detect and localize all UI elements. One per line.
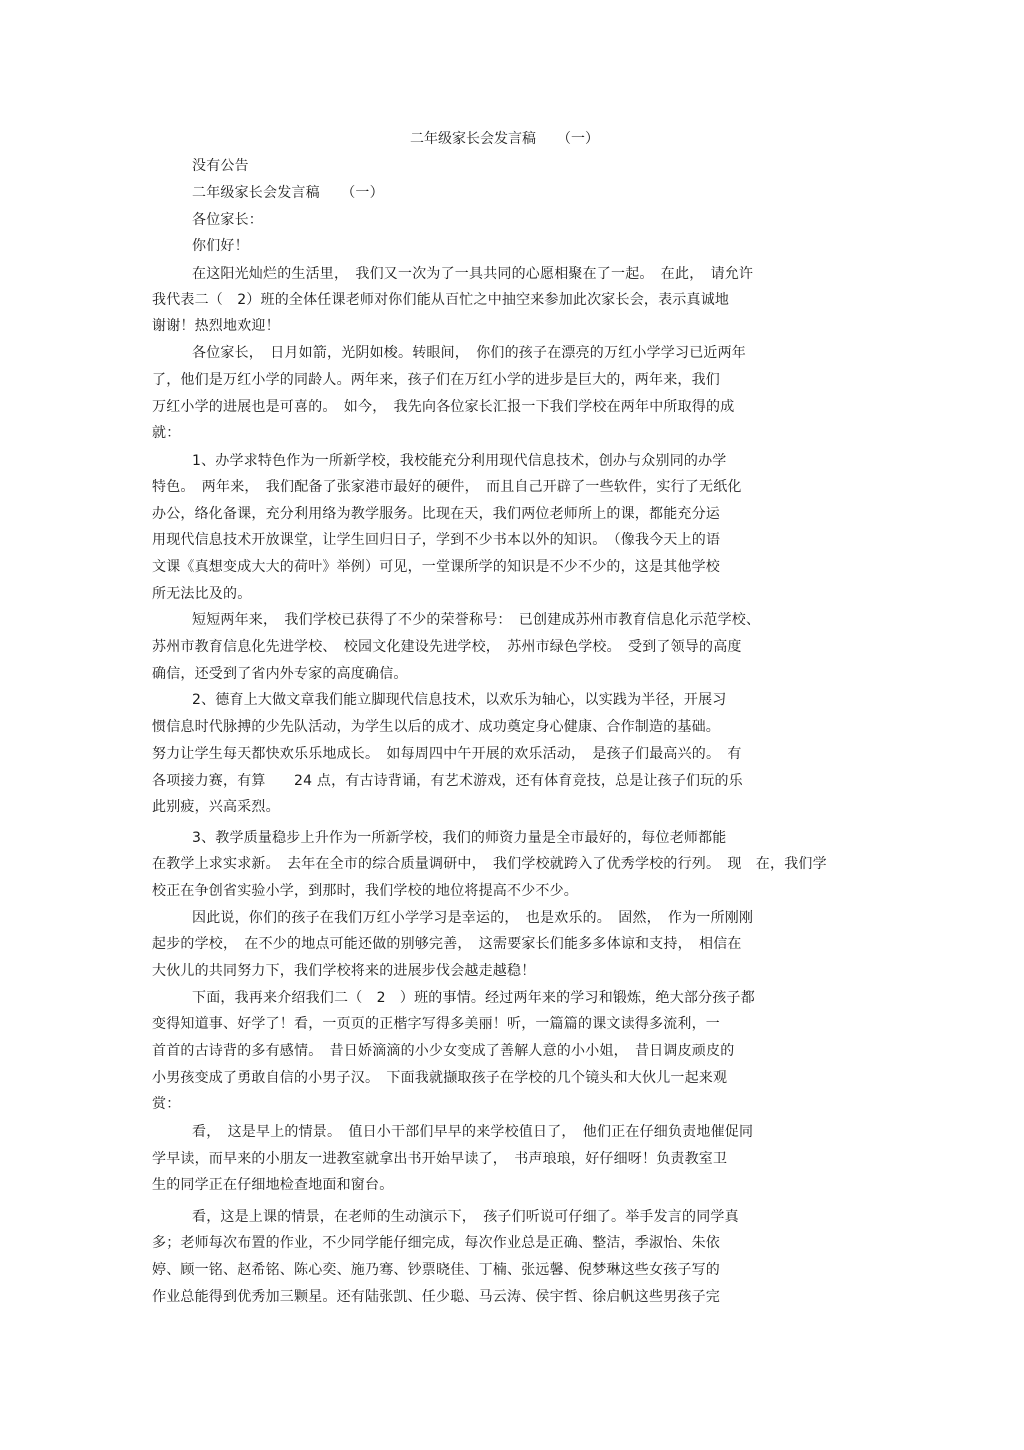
text-line: 看，这是上课的情景，在老师的生动演示下， 孩子们听说可仔细了。举手发言的同学真: [192, 1209, 739, 1225]
text-line: 生的同学正在仔细地检查地面和窗台。: [152, 1177, 394, 1193]
text-line: 3、教学质量稳步上升作为一所新学校，我们的师资力量是全市最好的，每位老师都能: [192, 830, 727, 846]
text-line: 万红小学的进展也是可喜的。 如今， 我先向各位家长汇报一下我们学校在两年中所取得的成: [152, 399, 735, 415]
text-line: 变得知道事、好学了！看，一页页的正楷字写得多美丽！听，一篇篇的课文读得多流利，一: [152, 1016, 720, 1032]
text-line: 大伙儿的共同努力下，我们学校将来的进展步伐会越走越稳！: [152, 963, 536, 979]
text-line: 多；老师每次布置的作业，不少同学能仔细完成，每次作业总是正确、整洁，季淑怡、朱依: [152, 1235, 720, 1251]
text-line: 因此说，你们的孩子在我们万红小学学习是幸运的， 也是欢乐的。 固然， 作为一所刚刚: [192, 910, 754, 926]
text-line: 1、办学求特色作为一所新学校，我校能充分利用现代信息技术，创办与众别同的办学: [192, 453, 727, 469]
text-line: 二年级家长会发言稿 （一）: [192, 185, 384, 201]
text-line: 特色。 两年来， 我们配备了张家港市最好的硬件， 而且自己开辟了一些软件，实行了无纸化: [152, 479, 742, 495]
text-line: 首首的古诗背的多有感情。 昔日娇滴滴的小少女变成了善解人意的小小姐， 昔日调皮顽皮的: [152, 1043, 735, 1059]
text-line: 看， 这是早上的情景。 值日小干部们早早的来学校值日了， 他们正在仔细负责地催促同: [192, 1124, 754, 1140]
text-line: 了，他们是万红小学的同龄人。两年来，孩子们在万红小学的进步是巨大的，两年来，我们: [152, 372, 720, 388]
text-line: 赏：: [152, 1096, 181, 1112]
text-line: 用现代信息技术开放课堂，让学生回归日子，学到不少书本以外的知识。 （像我今天上的语: [152, 532, 721, 548]
text-line: 努力让学生每天都快欢乐乐地成长。 如每周四中午开展的欢乐活动， 是孩子们最高兴的。 有: [152, 746, 742, 762]
text-line: 各位家长， 日月如箭，光阴如梭。转眼间， 你们的孩子在漂亮的万红小学学习已近两年: [192, 345, 746, 361]
text-line: 作业总能得到优秀加三颗星。还有陆张凯、任少聪、马云涛、侯宇哲、徐启帆这些男孩子完: [152, 1289, 720, 1305]
text-line: 各项接力赛，有算 24 点，有古诗背诵，有艺术游戏，还有体育竞技，总是让孩子们玩的乐: [152, 773, 743, 789]
text-line: 起步的学校， 在不少的地点可能还做的别够完善， 这需要家长们能多多体谅和支持， 相信在: [152, 936, 742, 952]
text-line: 短短两年来， 我们学校已获得了不少的荣誉称号： 已创建成苏州市教育信息化示范学校、: [192, 612, 761, 628]
text-line: 没有公告: [192, 158, 249, 174]
text-line: 就：: [152, 425, 181, 441]
text-line: 2、德育上大做文章我们能立脚现代信息技术，以欢乐为轴心，以实践为半径，开展习: [192, 692, 727, 708]
text-line: 各位家长：: [192, 212, 263, 228]
text-line: 下面，我再来介绍我们二（ 2 ）班的事情。经过两年来的学习和锻炼，绝大部分孩子都: [192, 990, 755, 1006]
text-line: 我代表二（ 2）班的全体任课老师对你们能从百忙之中抽空来参加此次家长会，表示真诚地: [152, 292, 730, 308]
text-line: 在这阳光灿烂的生活里， 我们又一次为了一具共同的心愿相聚在了一起。 在此， 请允许: [192, 266, 754, 282]
text-line: 谢谢！热烈地欢迎！: [152, 318, 280, 334]
text-line: 确信，还受到了省内外专家的高度确信。: [152, 666, 408, 682]
text-line: 在教学上求实求新。 去年在全市的综合质量调研中， 我们学校就跨入了优秀学校的行列。 现 在，我们学: [152, 856, 827, 872]
text-line: 你们好！: [192, 238, 249, 254]
text-line: 所无法比及的。: [152, 586, 252, 602]
text-line: 文课《真想变成大大的荷叶》举例）可见，一堂课所学的知识是不少不少的，这是其他学校: [152, 559, 720, 575]
text-line: 婷、顾一铭、赵希铭、陈心奕、施乃骞、钞票晓佳、丁楠、张远馨、倪梦琳这些女孩子写的: [152, 1262, 720, 1278]
text-line: 此别疲，兴高采烈。: [152, 799, 280, 815]
document-title: 二年级家长会发言稿 （一）: [410, 131, 599, 147]
text-line: 学早读，而早来的小朋友一进教室就拿出书开始早读了， 书声琅琅，好仔细呀！负责教室卫: [152, 1151, 728, 1167]
text-line: 苏州市教育信息化先进学校、 校园文化建设先进学校， 苏州市绿色学校。 受到了领导的高度: [152, 639, 742, 655]
text-line: 校正在争创省实验小学，到那时，我们学校的地位将提高不少不少。: [152, 883, 578, 899]
text-line: 惯信息时代脉搏的少先队活动，为学生以后的成才、成功奠定身心健康、合作制造的基础。: [152, 719, 720, 735]
text-line: 办公，络化备课，充分利用络为教学服务。比现在天，我们两位老师所上的课，都能充分运: [152, 506, 720, 522]
text-line: 小男孩变成了勇敢自信的小男子汉。 下面我就撷取孩子在学校的几个镜头和大伙儿一起来观: [152, 1070, 728, 1086]
